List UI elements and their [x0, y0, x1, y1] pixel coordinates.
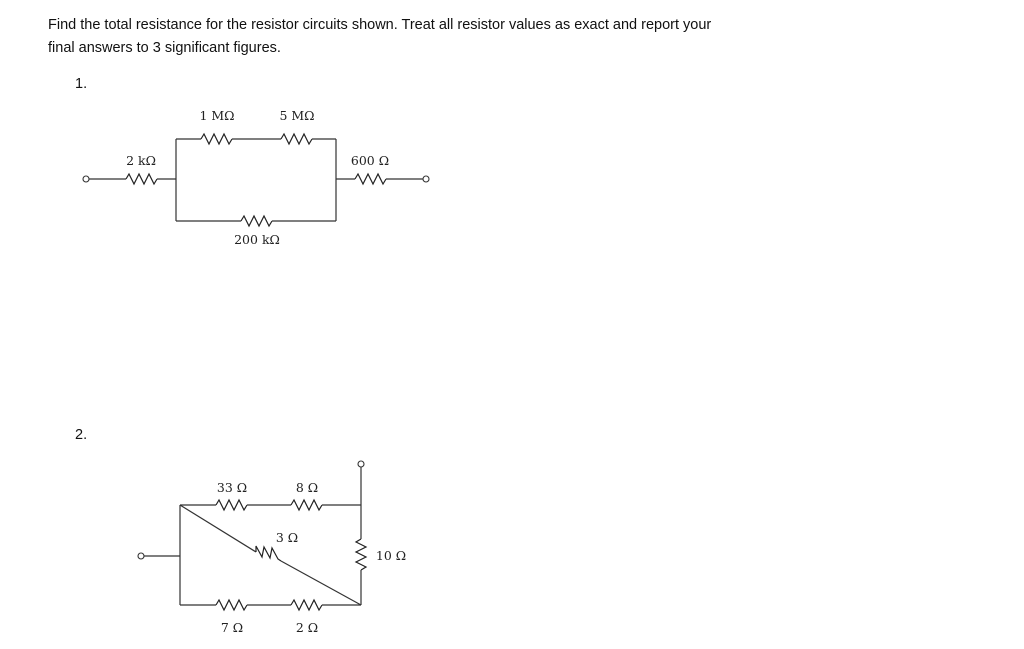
label-5M: 5 MΩ	[279, 108, 315, 123]
label-600: 600 Ω	[350, 153, 390, 168]
resistor-1M	[201, 134, 232, 144]
resistor-5M	[281, 134, 312, 144]
instructions-line-2: final answers to 3 significant figures.	[48, 40, 281, 56]
label-7: 7 Ω	[220, 620, 244, 635]
circuit-1-output-terminal	[423, 176, 429, 182]
wire	[281, 561, 361, 605]
resistor-33	[216, 500, 247, 510]
wire	[180, 505, 256, 552]
label-1M: 1 MΩ	[199, 108, 235, 123]
circuit-1-input-terminal	[83, 176, 89, 182]
resistor-3	[256, 546, 281, 561]
label-2k: 2 kΩ	[126, 153, 156, 168]
label-200k: 200 kΩ	[234, 232, 280, 247]
label-10: 10 Ω	[375, 548, 407, 563]
label-2: 2 Ω	[295, 620, 319, 635]
circuit-2-input-terminal	[138, 553, 144, 559]
label-8: 8 Ω	[295, 480, 319, 495]
resistor-2k	[126, 174, 157, 184]
resistor-8	[291, 500, 322, 510]
problem-2-number: 2.	[75, 427, 88, 443]
resistor-600	[355, 174, 386, 184]
resistor-200k	[241, 216, 272, 226]
circuit-2-output-terminal	[358, 461, 364, 467]
circuit-2	[138, 461, 406, 635]
circuit-1	[83, 108, 429, 247]
problem-1-number: 1.	[75, 76, 88, 92]
resistor-7	[216, 600, 247, 610]
resistor-2	[291, 600, 322, 610]
label-33: 33 Ω	[216, 480, 248, 495]
resistor-10	[356, 539, 366, 570]
label-3: 3 Ω	[275, 530, 299, 545]
instructions-line-1: Find the total resistance for the resistor circuits shown. Treat all resistor values as exact and report your	[48, 17, 712, 33]
